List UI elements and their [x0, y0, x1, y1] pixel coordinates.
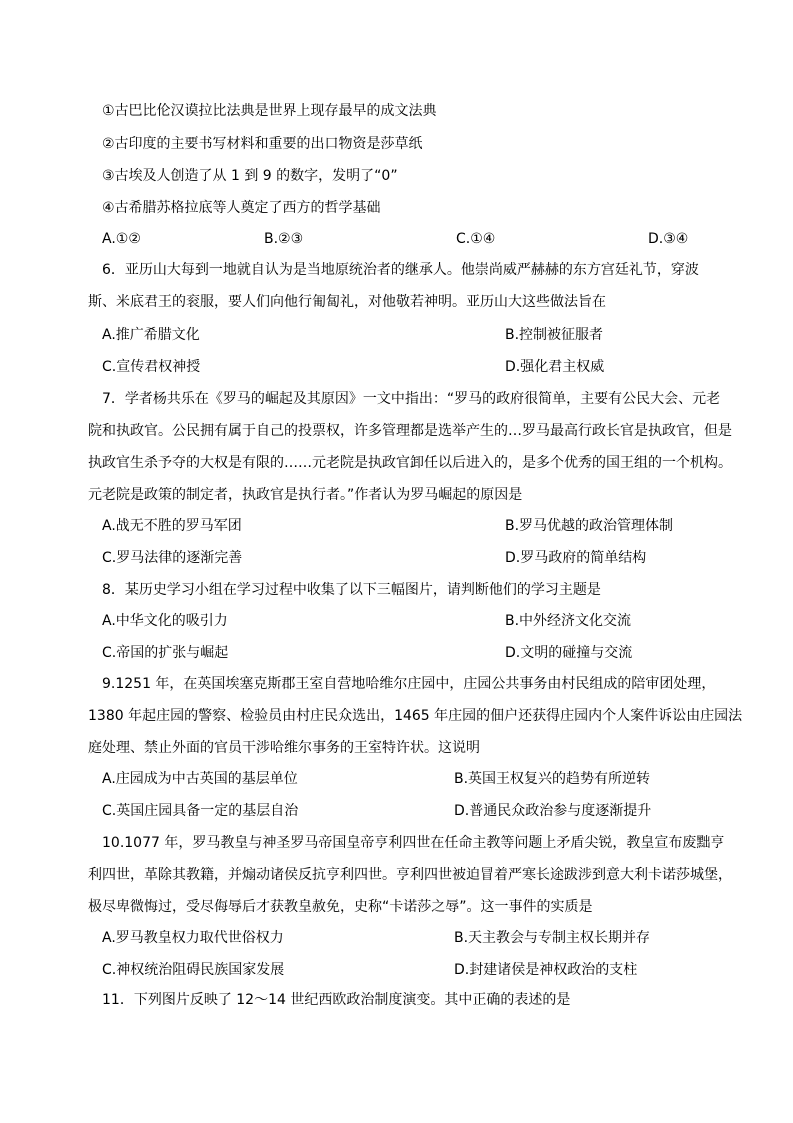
q6-option-b: B.控制被征服者 [505, 327, 604, 343]
statement-2: ②古印度的主要书写材料和重要的出口物资是莎草纸 [102, 136, 423, 152]
statement-1: ①古巴比伦汉谟拉比法典是世界上现存最早的成文法典 [102, 103, 437, 119]
q7-stem-line-2: 院和执政官。公民拥有属于自己的投票权，许多管理都是选举产生的…罗马最高行政长官是执政官，但是 [88, 423, 732, 439]
q8-option-b: B.中外经济文化交流 [505, 613, 632, 629]
q9-option-b: B.英国王权复兴的趋势有所逆转 [454, 771, 651, 787]
q5-option-b: B.②③ [264, 231, 304, 247]
q6-option-a: A.推广希腊文化 [102, 327, 200, 343]
q10-option-b: B.天主教会与专制主权长期并存 [454, 930, 651, 946]
q8-option-d: D.文明的碰撞与交流 [505, 645, 633, 661]
q7-stem-line-3: 执政官生杀予夺的大权是有限的……元老院是执政官卸任以后进入的，是多个优秀的国王组的一个机构。 [88, 455, 732, 471]
q8-option-c: C.帝国的扩张与崛起 [102, 645, 229, 661]
q7-stem-line-4: 元老院是政策的制定者，执政官是执行者。”作者认为罗马崛起的原因是 [88, 487, 523, 503]
q9-option-c: C.英国庄园具备一定的基层自治 [102, 803, 299, 819]
q9-stem-line-1: 9.1251 年，在英国埃塞克斯郡王室自营地哈维尔庄园中，庄园公共事务由村民组成的陪审团处理， [102, 676, 716, 692]
q7-option-d: D.罗马政府的简单结构 [505, 550, 647, 566]
statement-3: ③古埃及人创造了从 1 到 9 的数字，发明了“0” [102, 168, 398, 184]
q11-stem-line-1: 11．下列图片反映了 12～14 世纪西欧政治制度演变。其中正确的表述的是 [102, 992, 571, 1008]
q9-option-a: A.庄园成为中古英国的基层单位 [102, 771, 298, 787]
q5-option-a: A.①② [102, 231, 141, 247]
q8-stem-line-1: 8．某历史学习小组在学习过程中收集了以下三幅图片，请判断他们的学习主题是 [102, 582, 601, 598]
q10-option-d: D.封建诸侯是神权政治的支柱 [454, 962, 638, 978]
q9-option-d: D.普通民众政治参与度逐渐提升 [454, 803, 652, 819]
q7-stem-line-1: 7．学者杨共乐在《罗马的崛起及其原因》一文中指出：“罗马的政府很简单，主要有公民大会、元老 [102, 391, 721, 407]
q10-stem-line-2: 利四世，革除其教籍，并煽动诸侯反抗亨利四世。亨利四世被迫冒着严寒长途跋涉到意大利卡诺莎城堡， [88, 867, 732, 883]
q10-stem-line-1: 10.1077 年，罗马教皇与神圣罗马帝国皇帝亨利四世在任命主教等问题上矛盾尖锐，教皇宣布废黜亨 [102, 835, 725, 851]
q7-option-b: B.罗马优越的政治管理体制 [505, 518, 674, 534]
q10-option-c: C.神权统治阻碍民族国家发展 [102, 962, 285, 978]
q9-stem-line-3: 庭处理、禁止外面的官员干涉哈维尔事务的王室特许状。这说明 [88, 740, 480, 756]
q6-option-c: C.宣传君权神授 [102, 359, 201, 375]
q6-stem-line-2: 斯、米底君王的衮服，要人们向他行匍匐礼，对他敬若神明。亚历山大这些做法旨在 [88, 294, 606, 310]
q6-option-d: D.强化君主权威 [505, 359, 605, 375]
q5-option-c: C.①④ [456, 231, 496, 247]
q8-option-a: A.中华文化的吸引力 [102, 613, 228, 629]
q6-stem-line-1: 6．亚历山大每到一地就自认为是当地原统治者的继承人。他崇尚威严赫赫的东方宫廷礼节，穿波 [102, 262, 699, 278]
q9-stem-line-2: 1380 年起庄园的警察、检验员由村庄民众选出，1465 年庄园的佃户还获得庄园内个人案件诉讼由庄园法 [88, 708, 743, 724]
statement-4: ④古希腊苏格拉底等人奠定了西方的哲学基础 [102, 200, 381, 216]
q7-option-a: A.战无不胜的罗马军团 [102, 518, 242, 534]
q7-option-c: C.罗马法律的逐渐完善 [102, 550, 243, 566]
q10-option-a: A.罗马教皇权力取代世俗权力 [102, 930, 284, 946]
q10-stem-line-3: 极尽卑微悔过，受尽侮辱后才获教皇赦免，史称“卡诺莎之辱”。这一事件的实质是 [88, 899, 593, 915]
q5-option-d: D.③④ [648, 231, 689, 247]
